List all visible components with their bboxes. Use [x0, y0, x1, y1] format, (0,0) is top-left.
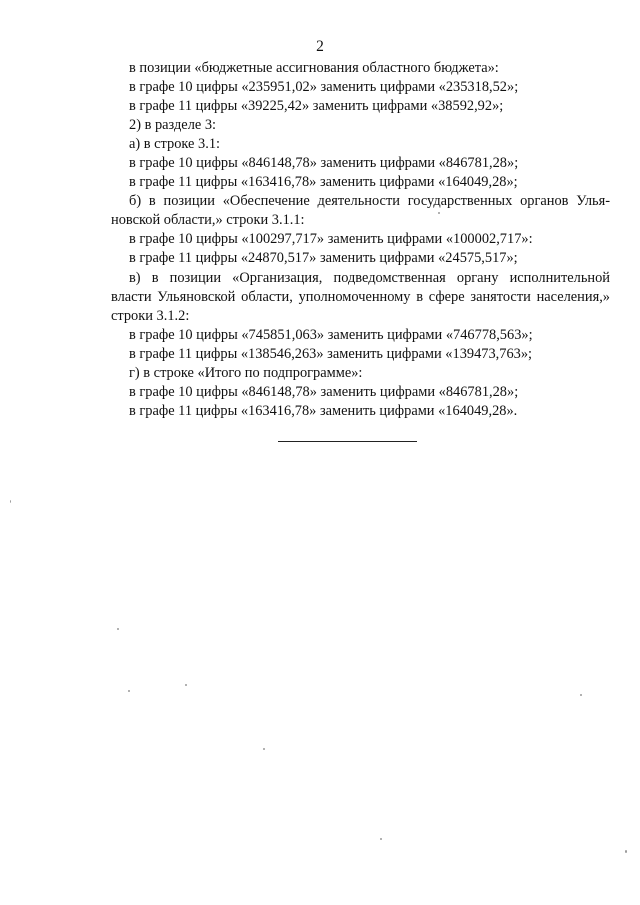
scan-speck — [128, 690, 130, 692]
text-line: в графе 10 цифры «745851,063» заменить цифрами «746778,563»; — [129, 326, 533, 343]
text-line: в графе 11 цифры «163416,78» заменить цифрами «164049,28». — [129, 402, 518, 419]
scan-speck — [625, 850, 627, 853]
text-line: строки 3.1.2: — [111, 307, 190, 324]
text-line: в графе 11 цифры «24870,517» заменить цифрами «24575,517»; — [129, 250, 518, 267]
text-line: г) в строке «Итого по подпрограмме»: — [129, 364, 363, 381]
text-line: новской области,» строки 3.1.1: — [111, 212, 305, 229]
text-line: в графе 11 цифры «138546,263» заменить цифрами «139473,763»; — [129, 345, 533, 362]
scan-speck — [117, 628, 119, 630]
text-line: а) в строке 3.1: — [129, 136, 221, 153]
text-line: в графе 10 цифры «846148,78» заменить цифрами «846781,28»; — [129, 383, 519, 400]
scan-speck — [438, 212, 440, 214]
text-line: в графе 10 цифры «846148,78» заменить цифрами «846781,28»; — [129, 155, 519, 172]
text-line: в) в позиции «Организация, подведомственная органу исполнительной — [129, 269, 610, 286]
text-line: власти Ульяновской области, уполномоченному в сфере занятости населения,» — [111, 288, 610, 305]
text-line: в графе 11 цифры «39225,42» заменить цифрами «38592,92»; — [129, 98, 504, 115]
separator-line — [278, 441, 417, 442]
document-body — [111, 59, 610, 421]
scan-speck — [263, 748, 265, 750]
text-line: в позиции «бюджетные ассигнования областного бюджета»: — [129, 60, 499, 76]
text-line: б) в позиции «Обеспечение деятельности государственных органов Улья- — [129, 193, 610, 210]
scan-speck — [580, 694, 582, 696]
scan-speck — [185, 684, 187, 686]
page-number: 2 — [316, 38, 324, 55]
scan-speck — [10, 500, 11, 503]
text-line: в графе 11 цифры «163416,78» заменить цифрами «164049,28»; — [129, 174, 518, 191]
text-line: в графе 10 цифры «100297,717» заменить цифрами «100002,717»: — [129, 231, 533, 248]
text-line: в графе 10 цифры «235951,02» заменить цифрами «235318,52»; — [129, 79, 519, 96]
text-line: 2) в разделе 3: — [129, 117, 217, 134]
scan-speck — [380, 838, 382, 840]
